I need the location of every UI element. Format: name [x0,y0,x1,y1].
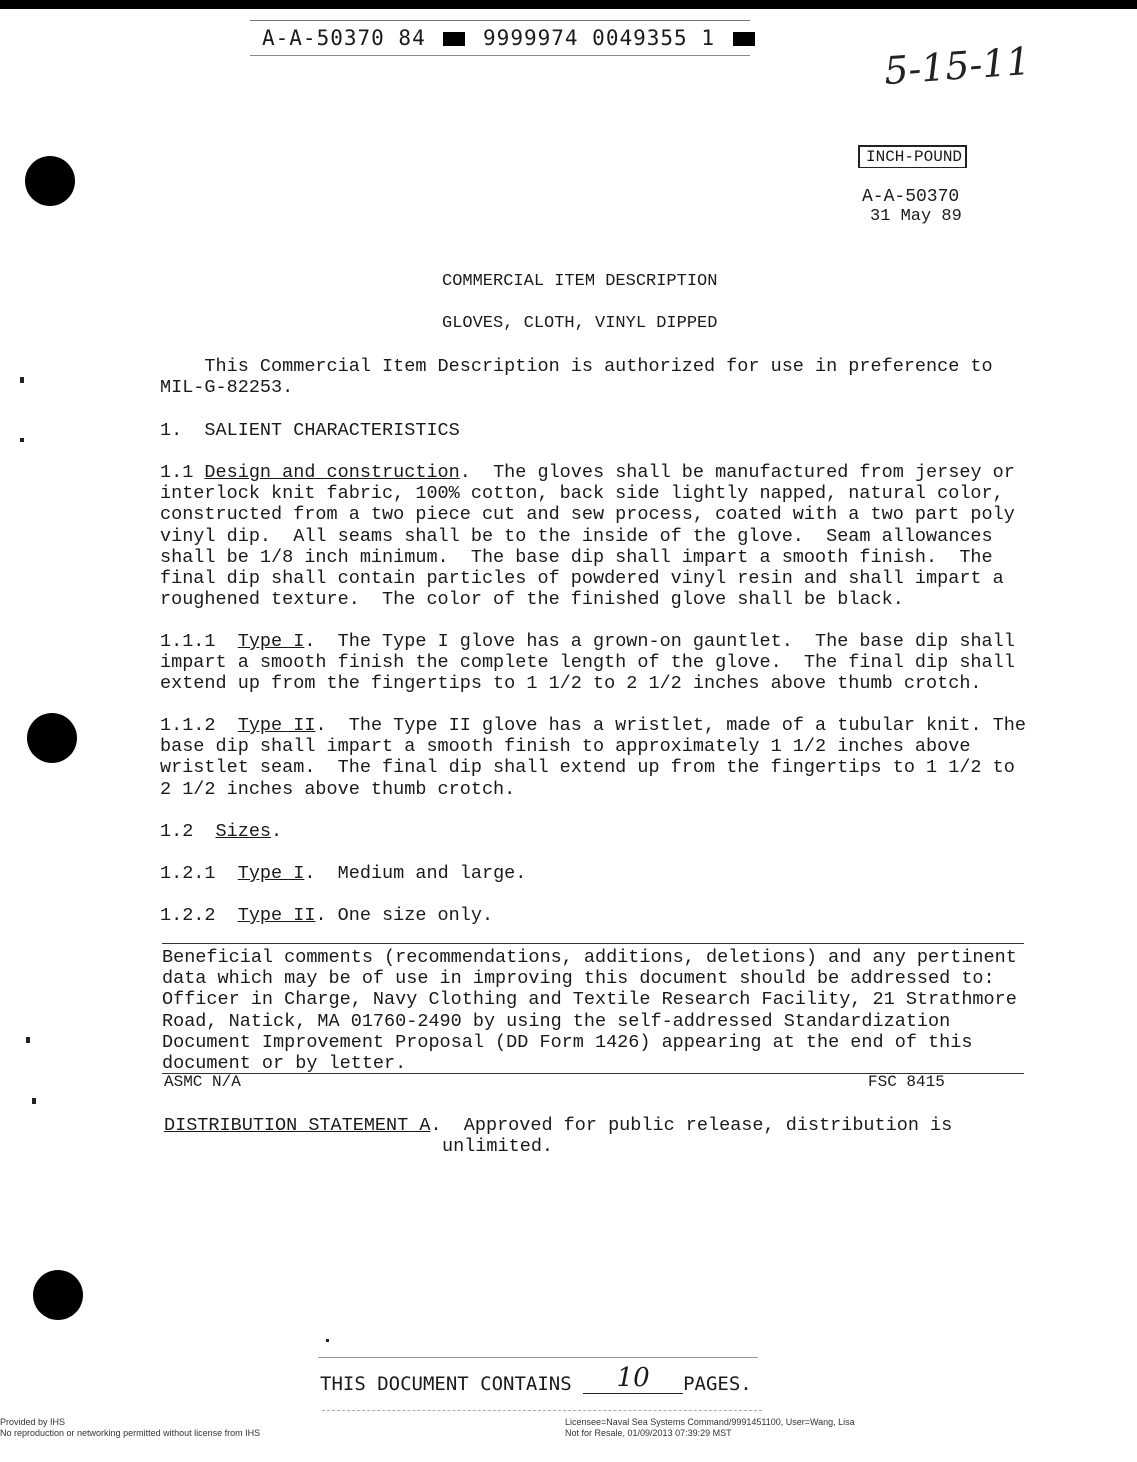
comments-line: Road, Natick, MA 01760-2490 by using the self-addressed Standardization [162,1010,951,1032]
section-title: Type I [237,863,305,884]
provider-line: No reproduction or networking permitted without license from IHS [0,1428,261,1438]
section-1-2-2-paragraph [160,905,1035,926]
paragraph-line: 2 1/2 inches above thumb crotch. [160,778,516,800]
paragraph-line: final dip shall contain particles of powdered vinyl resin and shall impart a [160,568,1004,590]
section-title: Sizes [215,821,272,842]
paragraph-text: . One size only. [315,905,494,926]
paragraph-line: roughened texture. The color of the finished glove shall be black. [160,589,904,611]
section-number: 1.2.2 [160,905,238,926]
paragraph-line: vinyl dip. All seams shall be to the inside of the glove. Seam allowances [160,525,993,547]
intro-paragraph [160,356,1035,398]
paragraph-text: . The Type I glove has a grown-on gauntlet. The base dip shall [304,631,1015,652]
section-number: 1.2 [160,821,216,842]
distribution-text: unlimited. [442,1136,554,1158]
paragraph-line: base dip shall impart a smooth finish to approximately 1 1/2 inches above [160,736,971,758]
paragraph-line: extend up from the fingertips to 1 1/2 to 2 1/2 inches above thumb crotch. [160,673,982,695]
license-notice [565,1417,855,1439]
document-type-title: COMMERCIAL ITEM DESCRIPTION [442,272,718,291]
section-1-2-heading [160,821,1035,842]
paragraph-line: constructed from a two piece cut and sew process, coated with a two part poly [160,504,1015,526]
comments-line: document or by letter. [162,1053,407,1075]
comments-line: data which may be of use in improving this document should be addressed to: [162,968,995,990]
section-number: 1.1 [160,462,205,483]
footer-rule-top [318,1357,758,1358]
paragraph-line: interlock knit fabric, 100% cotton, back side lightly napped, natural color, [160,483,1004,505]
comments-line: Beneficial comments (recommendations, additions, deletions) and any pertinent [162,947,1017,968]
section-title: Type I [237,631,305,652]
comments-rule-top [162,943,1024,944]
header-rule-top [250,20,750,21]
intro-line-1: This Commercial Item Description is authorized for use in preference to [160,356,993,377]
paragraph-text: . The gloves shall be manufactured from jersey or [459,462,1015,483]
handwritten-note: 5-15-11 [882,38,1032,94]
section-title: Type II [237,715,316,736]
section-number: 1.2.1 [160,863,238,884]
scan-speck [26,1037,30,1043]
header-rule-bottom [250,55,750,56]
unit-label: INCH-POUND [858,145,967,168]
paragraph-line: shall be 1/8 inch minimum. The base dip shall impart a smooth finish. The [160,546,993,568]
page-count-statement [320,1363,752,1398]
provider-notice [0,1417,260,1439]
section-number: 1.1.2 [160,715,238,736]
section-1-1-1-paragraph [160,631,1035,695]
page-count-suffix: PAGES. [683,1373,752,1395]
distribution-statement [164,1115,1039,1157]
scan-speck [32,1098,36,1104]
section-title: Design and construction [204,462,460,483]
comments-box-text [162,947,1037,1074]
scan-top-bar [0,0,1137,9]
header-code [262,26,759,50]
intro-line-2: MIL-G-82253. [160,377,294,399]
section-1-heading: 1. SALIENT CHARACTERISTICS [160,420,460,441]
section-1-1-paragraph [160,462,1035,610]
distribution-text: . Approved for public release, distribution is [430,1115,953,1136]
distribution-label: DISTRIBUTION STATEMENT A [164,1115,431,1136]
paragraph-text: . [271,821,283,842]
page-count-prefix: THIS DOCUMENT CONTAINS [320,1373,584,1395]
fsc-label: FSC 8415 [868,1073,945,1091]
scan-speck [20,377,24,383]
asmc-label: ASMC N/A [164,1073,241,1091]
section-1-1-2-paragraph [160,715,1035,800]
document-number: A-A-50370 [862,187,960,207]
punch-hole-icon [27,713,77,763]
section-number: 1.1.1 [160,631,238,652]
barcode-block-icon [443,32,465,46]
section-1-2-1-paragraph [160,863,1035,884]
scan-speck [20,438,24,442]
comments-line: Document Improvement Proposal (DD Form 1426) appearing at the end of this [162,1031,973,1053]
comments-line: Officer in Charge, Navy Clothing and Textile Research Facility, 21 Strathmore [162,989,1017,1011]
page-count-value: 10 [583,1363,683,1394]
license-line: Licensee=Naval Sea Systems Command/9991451100, User=Wang, Lisa [565,1417,855,1427]
document-date: 31 May 89 [870,207,962,226]
paragraph-line: impart a smooth finish the complete length of the glove. The final dip shall [160,652,1015,674]
punch-hole-icon [25,156,75,206]
document-item-title: GLOVES, CLOTH, VINYL DIPPED [442,314,718,333]
scan-speck [326,1339,329,1342]
barcode-block-icon [733,32,755,46]
paragraph-text: . The Type II glove has a wristlet, made of a tubular knit. The [315,715,1026,736]
header-code-part1: A-A-50370 84 [262,26,426,50]
punch-hole-icon [33,1270,83,1320]
section-title: Type II [237,905,316,926]
footer-rule-bottom [322,1410,762,1411]
paragraph-text: . Medium and large. [304,863,527,884]
paragraph-line: wristlet seam. The final dip shall extend up from the fingertips to 1 1/2 to [160,757,1015,779]
license-line: Not for Resale, 01/09/2013 07:39:29 MST [565,1428,732,1438]
provider-line: Provided by IHS [0,1417,66,1427]
header-code-part2: 9999974 0049355 1 [483,26,715,50]
